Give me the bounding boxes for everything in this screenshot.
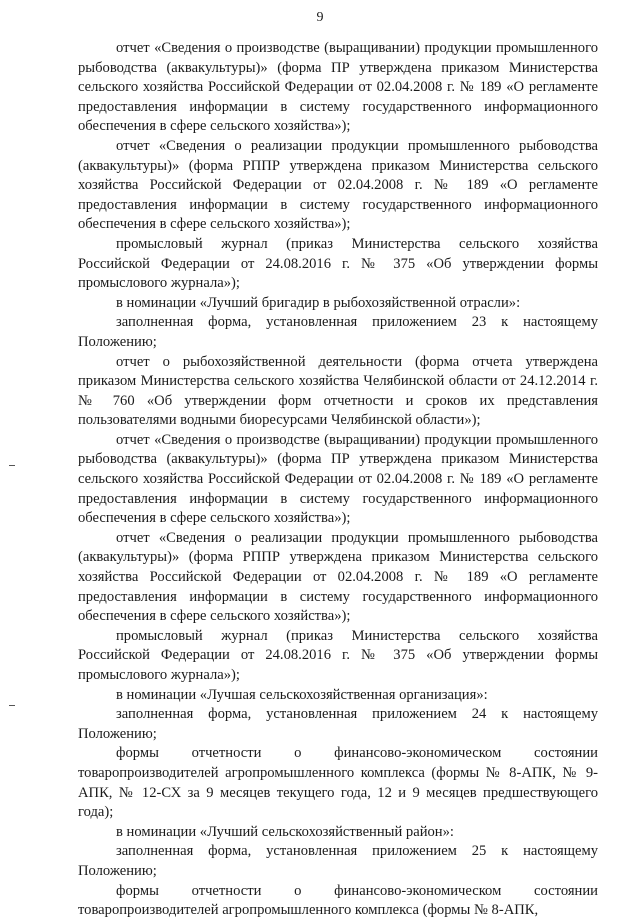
document-body <box>78 39 598 921</box>
paragraph: формы отчетности о финансово-экономическом состоянии товаропроизводителей агропромышленного комплекса (формы № 8-АПК, № 9-АПК, № 12-СХ за 9 месяцев текущего года, 12 и 9 месяцев предшествующего года); <box>78 745 598 821</box>
paragraph: отчет о рыбохозяйственной деятельности (форма отчета утверждена приказом Министерства сельского хозяйства Челябинской области от 24.12.2014 г. № 760 «Об утверждении форм отчетности и сроков их представления пользователями водными биоресурсами Челябинской области»); <box>78 353 598 429</box>
paragraph: заполненная форма, установленная приложением 23 к настоящему Положению; <box>78 314 598 350</box>
nomination-heading: в номинации «Лучшая сельскохозяйственная организация»: <box>116 686 488 703</box>
margin-mark <box>9 705 15 706</box>
paragraph: заполненная форма, установленная приложением 25 к настоящему Положению; <box>78 843 598 879</box>
nomination-heading: в номинации «Лучший бригадир в рыбохозяйственной отрасли»: <box>116 294 521 311</box>
page-number: 9 <box>316 10 324 25</box>
paragraph: отчет «Сведения о производстве (выращивании) продукции промышленного рыбоводства (аквакультуры)» (форма ПР утверждена приказом Министерства сельского хозяйства Российской Федерации от 02.04.2008 г. № 189 «О регламенте предоставления информации в систему государственного информационного обеспечения в сфере сельского хозяйства»); <box>78 431 598 527</box>
paragraph: отчет «Сведения о реализации продукции промышленного рыбоводства (аквакультуры)» (форма РППР утверждена приказом Министерства сельского хозяйства Российской Федерации от 02.04.2008 г. № 189 «О регламенте предоставления информации в систему государственного информационного обеспечения в сфере сельского хозяйства»); <box>78 137 598 233</box>
paragraph: отчет «Сведения о производстве (выращивании) продукции промышленного рыбоводства (аквакультуры)» (форма ПР утверждена приказом Министерства сельского хозяйства Российской Федерации от 02.04.2008 г. № 189 «О регламенте предоставления информации в систему государственного информационного обеспечения в сфере сельского хозяйства»); <box>78 40 598 135</box>
nomination-heading: в номинации «Лучший сельскохозяйственный район»: <box>116 823 454 840</box>
paragraph: промысловый журнал (приказ Министерства сельского хозяйства Российской Федерации от 24.08.2016 г. № 375 «Об утверждении формы промыслового журнала»); <box>78 235 598 292</box>
paragraph: заполненная форма, установленная приложением 24 к настоящему Положению; <box>78 706 598 742</box>
margin-mark <box>9 465 15 466</box>
paragraph: отчет «Сведения о реализации продукции промышленного рыбоводства (аквакультуры)» (форма РППР утверждена приказом Министерства сельского хозяйства Российской Федерации от 02.04.2008 г. № 189 «О регламенте предоставления информации в систему государственного информационного обеспечения в сфере сельского хозяйства»); <box>78 529 598 625</box>
paragraph: промысловый журнал (приказ Министерства сельского хозяйства Российской Федерации от 24.08.2016 г. № 375 «Об утверждении формы промыслового журнала»); <box>78 627 598 683</box>
paragraph: формы отчетности о финансово-экономическом состоянии товаропроизводителей агропромышленного комплекса (формы № 8-АПК, <box>78 882 598 919</box>
